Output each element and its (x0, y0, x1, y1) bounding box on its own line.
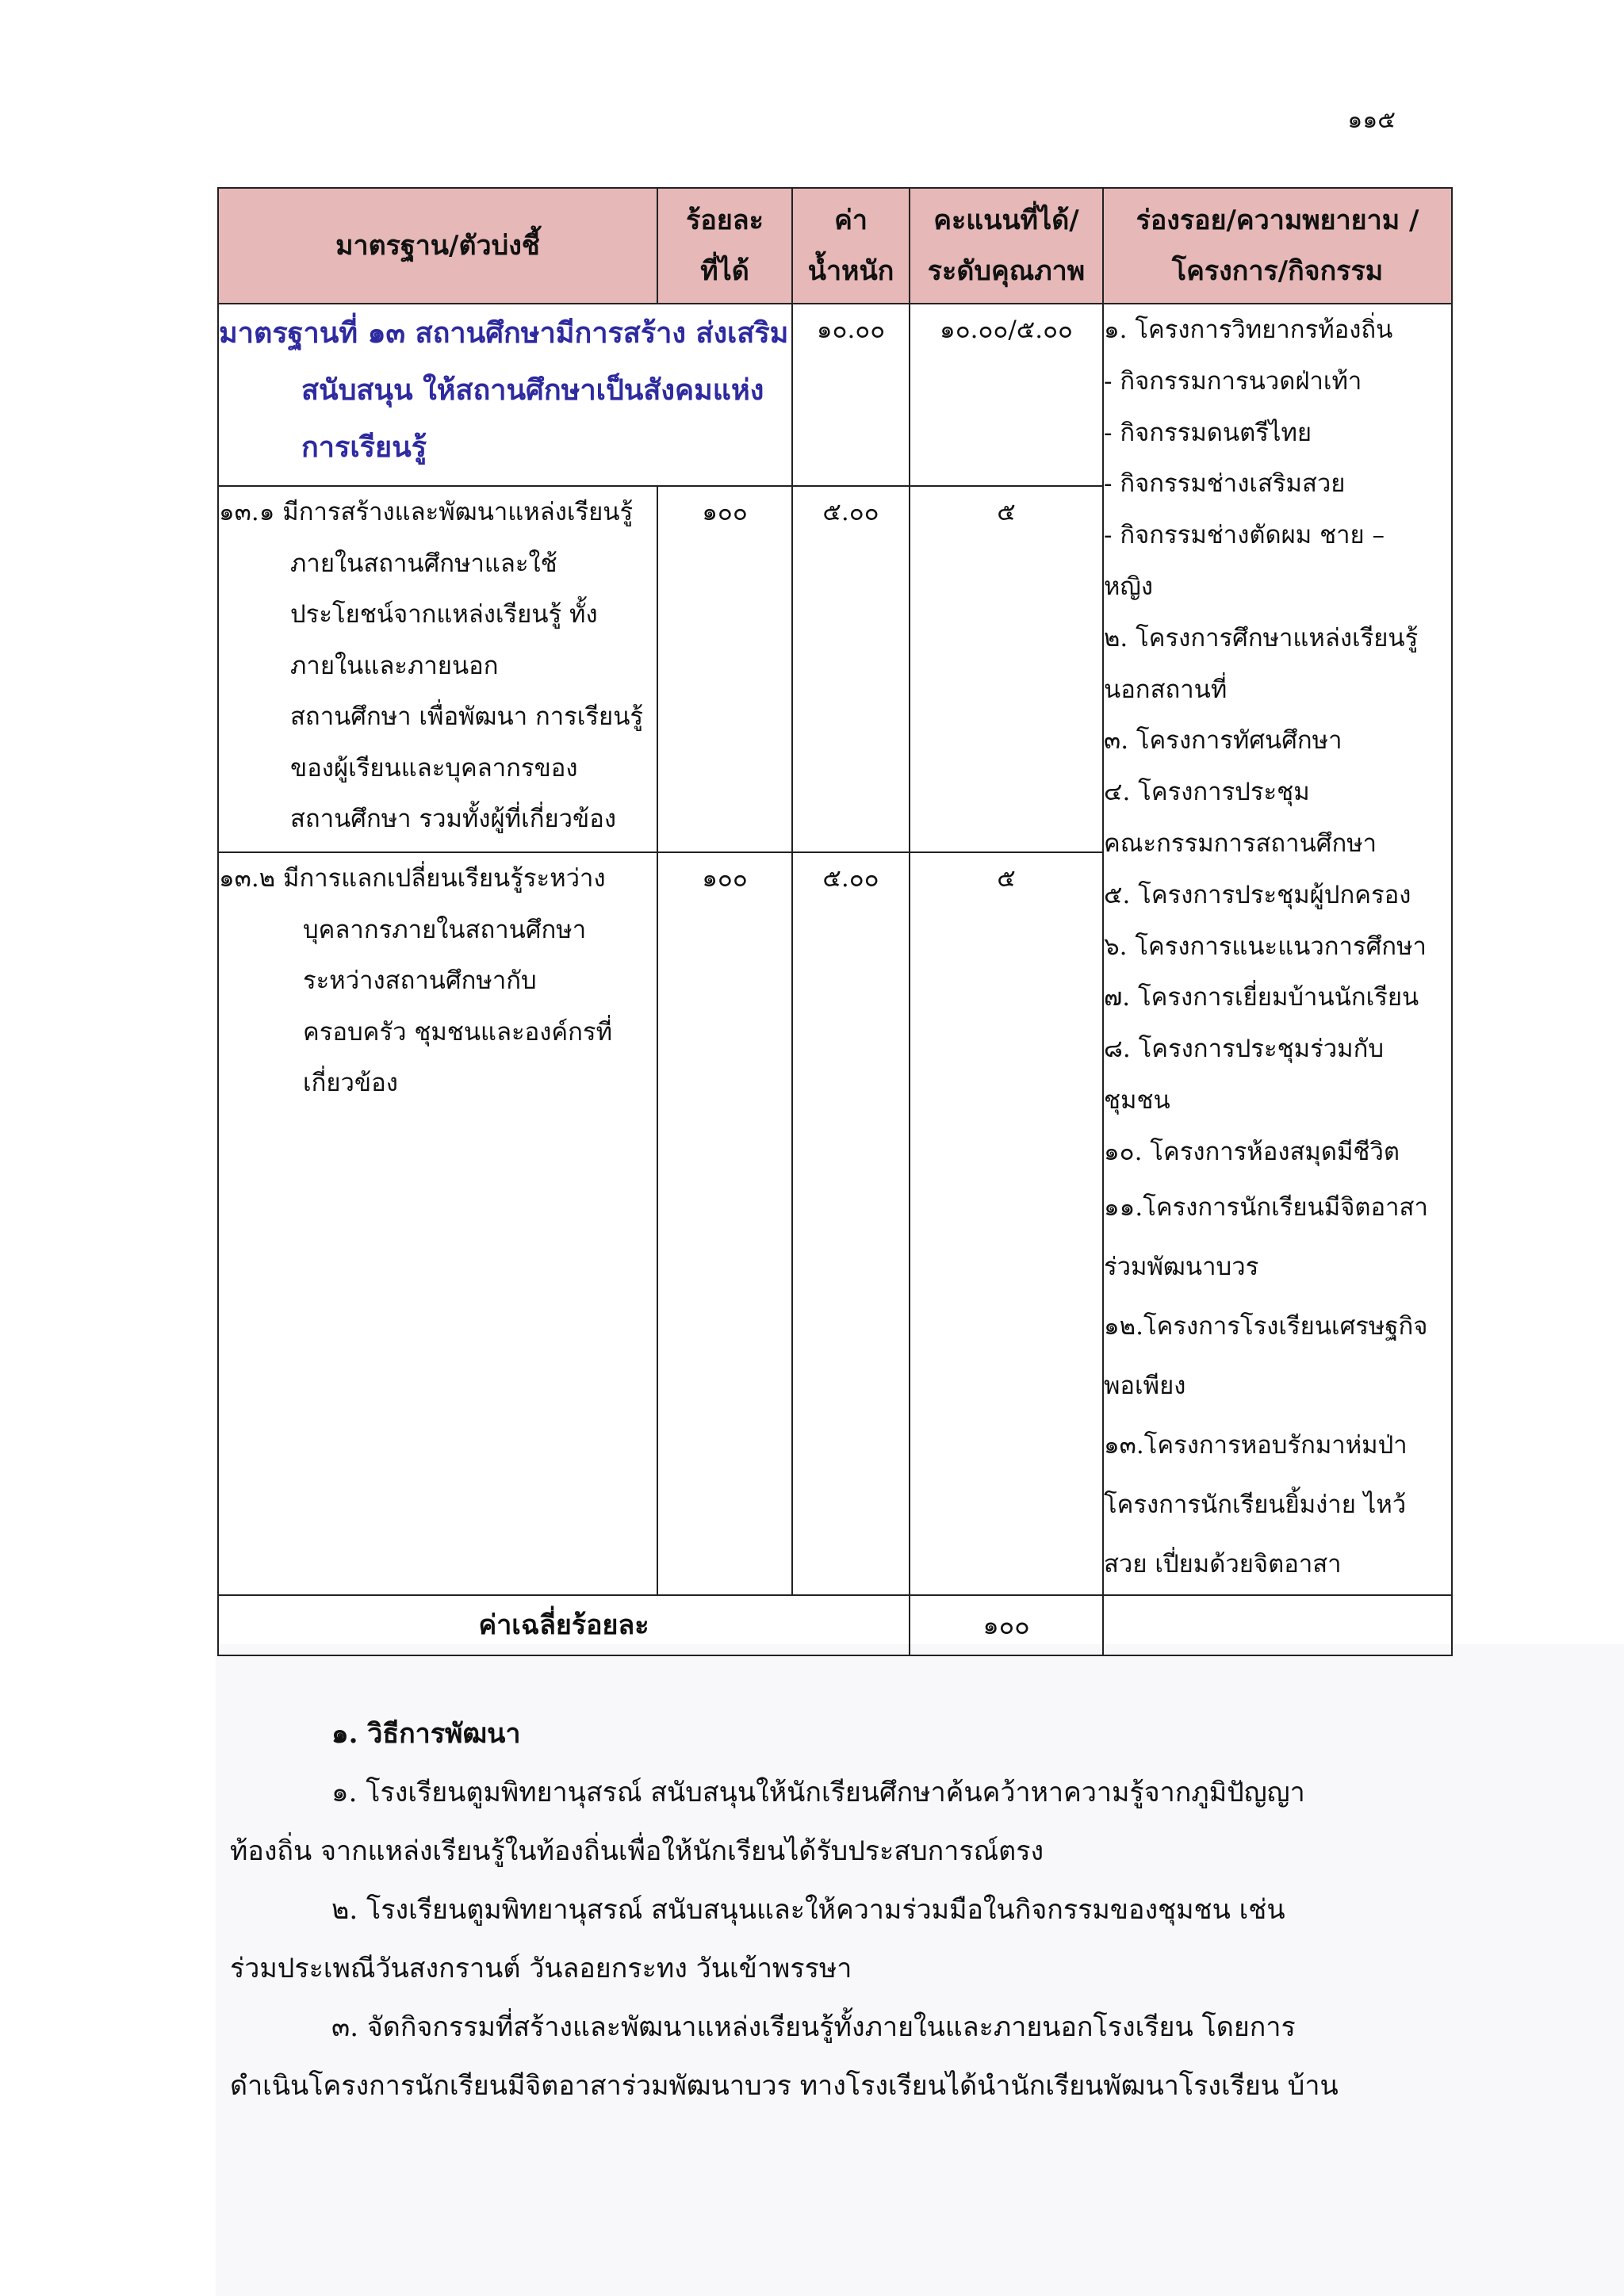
summary-value: ๑๐๐ (910, 1595, 1103, 1655)
paragraph-3-line-1: ๓. จัดกิจกรรมที่สร้างและพัฒนาแหล่งเรียนรู้ทั้งภายในและภายนอกโรงเรียน โดยการ (331, 2011, 1296, 2043)
list-item: ๑๒.โครงการโรงเรียนเศรษฐกิจ (1104, 1311, 1428, 1341)
list-item: ร่วมพัฒนาบวร (1104, 1252, 1259, 1281)
table-header-row (218, 188, 1452, 304)
list-item: ๕. โครงการประชุมผู้ปกครอง (1104, 880, 1411, 909)
indicator-13-1-text: ๑๓.๑ มีการสร้างและพัฒนาแหล่งเรียนรู้ ภายในสถานศึกษาและใช้ ประโยชน์จากแหล่งเรียนรู้ ทั้ง ภายในและภายนอก สถานศึกษา เพื่อพัฒนา การเรียนรู้ ของผู้เรียนและบุคลากรของ สถานศึกษา รวมทั้งผู้ที่เกี่ยวข้อง (218, 486, 657, 852)
paragraph-2-line-2: ร่วมประเพณีวันสงกรานต์ วันลอยกระทง วันเข้าพรรษา (230, 1953, 852, 1984)
list-item: ๖. โครงการแนะแนวการศึกษา (1104, 932, 1427, 961)
list-item: ๑๑.โครงการนักเรียนมีจิตอาสา (1104, 1192, 1428, 1222)
indicator-13-2-text: ๑๓.๒ มีการแลกเปลี่ยนเรียนรู้ระหว่าง บุคลากรภายในสถานศึกษา ระหว่างสถานศึกษากับ ครอบครัว ชุมชนและองค์กรที่ เกี่ยวข้อง (218, 852, 657, 1594)
list-item: - กิจกรรมดนตรีไทย (1104, 418, 1312, 447)
assessment-table (217, 187, 1453, 1656)
list-item: ๑๐. โครงการห้องสมุดมีชีวิต (1104, 1137, 1400, 1166)
list-item: นอกสถานที่ (1104, 675, 1228, 704)
list-item: ๓. โครงการทัศนศึกษา (1104, 726, 1342, 756)
indicator-13-2-weight: ๕.๐๐ (792, 852, 910, 1594)
header-standard: มาตรฐาน/ตัวบ่งชี้ (218, 188, 657, 304)
list-item: ชุมชน (1104, 1085, 1170, 1115)
summary-label: ค่าเฉลี่ยร้อยละ (218, 1595, 910, 1655)
paragraph-1-line-1: ๑. โรงเรียนตูมพิทยานุสรณ์ สนับสนุนให้นักเรียนศึกษาค้นคว้าหาความรู้จากภูมิปัญญา (331, 1777, 1305, 1808)
header-percent: ร้อยละ ที่ได้ (657, 188, 792, 304)
indicator-13-2-score: ๕ (910, 852, 1103, 1594)
list-item: - กิจกรรมการนวดฝ่าเท้า (1104, 366, 1362, 396)
list-item: - กิจกรรมช่างตัดผม ชาย – (1104, 521, 1385, 550)
page-number: ๑๑๕ (1347, 106, 1396, 134)
indicator-13-2-percent: ๑๐๐ (657, 852, 792, 1594)
standard-weight: ๑๐.๐๐ (792, 304, 910, 486)
list-item: ๘. โครงการประชุมร่วมกับ (1104, 1035, 1385, 1064)
summary-row (218, 1595, 1452, 1655)
list-item: ๔. โครงการประชุม (1104, 778, 1310, 807)
header-weight: ค่า น้ำหนัก (792, 188, 910, 304)
list-item: พอเพียง (1104, 1371, 1186, 1400)
standard-score: ๑๐.๐๐/๕.๐๐ (910, 304, 1103, 486)
list-item: คณะกรรมการสถานศึกษา (1104, 828, 1377, 858)
standard-row (218, 304, 1452, 486)
list-item: โครงการนักเรียนยิ้มง่าย ไหว้ (1104, 1490, 1407, 1519)
summary-empty-cell (1103, 1595, 1452, 1655)
section-heading: ๑. วิธีการพัฒนา (331, 1718, 521, 1750)
indicator-13-1-weight: ๕.๐๐ (792, 486, 910, 852)
list-item: หญิง (1104, 572, 1153, 601)
header-evidence: ร่องรอย/ความพยายาม / โครงการ/กิจกรรม (1103, 188, 1452, 304)
indicator-13-1-percent: ๑๐๐ (657, 486, 792, 852)
development-section (230, 1705, 1388, 2115)
paragraph-1-line-2: ท้องถิ่น จากแหล่งเรียนรู้ในท้องถิ่นเพื่อให้นักเรียนได้รับประสบการณ์ตรง (230, 1835, 1044, 1867)
list-item: ๑๓.โครงการหอบรักมาห่มป่า (1104, 1430, 1408, 1460)
paragraph-2-line-1: ๒. โรงเรียนตูมพิทยานุสรณ์ สนับสนุนและให้ความร่วมมือในกิจกรรมของชุมชน เช่น (331, 1894, 1285, 1926)
list-item: - กิจกรรมช่างเสริมสวย (1104, 469, 1346, 499)
list-item: ๑. โครงการวิทยากรท้องถิ่น (1104, 316, 1393, 344)
projects-list (1103, 304, 1452, 1595)
header-score: คะแนนที่ได้/ ระดับคุณภาพ (910, 188, 1103, 304)
indicator-13-1-score: ๕ (910, 486, 1103, 852)
list-item: สวย เปี่ยมด้วยจิตอาสา (1104, 1549, 1342, 1578)
paragraph-3-line-2: ดำเนินโครงการนักเรียนมีจิตอาสาร่วมพัฒนาบวร ทางโรงเรียนได้นำนักเรียนพัฒนาโรงเรียน บ้าน (230, 2070, 1339, 2102)
list-item: ๗. โครงการเยี่ยมบ้านนักเรียน (1104, 983, 1419, 1012)
standard-title: มาตรฐานที่ ๑๓ สถานศึกษามีการสร้าง ส่งเสริม สนับสนุน ให้สถานศึกษาเป็นสังคมแห่ง การเรียนรู้ (218, 304, 792, 486)
list-item: ๒. โครงการศึกษาแหล่งเรียนรู้ (1104, 623, 1419, 652)
